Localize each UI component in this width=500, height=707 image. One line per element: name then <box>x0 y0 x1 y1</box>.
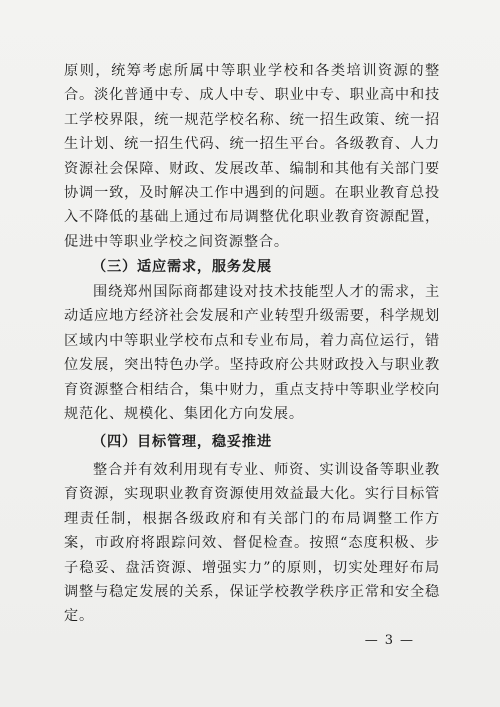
section-heading-3: （三）适应需求，服务发展 <box>92 259 272 275</box>
section-heading-4: （四）目标管理，稳妥推进 <box>92 434 272 450</box>
footer-dash-right: — <box>400 633 414 648</box>
paragraph-section-4: 整合并有效利用现有专业、师资、实训设备等职业教育资源，实现职业教育资源使用效益最大化。实行目标管理责任制，根据各级政府和有关部门的布局调整工作方案，市政府将跟踪问效、督促检查。按照“态度积极、步子稳妥、盘活资源、增强实力”的原则，切实处理好布局调整与稳定发展的关系，保证学校教学秩序正常和安全稳定。 <box>64 462 440 625</box>
footer-dash-left: — <box>364 633 379 648</box>
page-footer <box>0 633 500 648</box>
paragraph-section-3: 围绕郑州国际商都建设对技术技能型人才的需求，主动适应地方经济社会发展和产业转型升级需要，科学规划区域内中等职业学校布点和专业布局，着力高位运行，错位发展，突出特色办学。坚持政府公共财政投入与职业教育资源整合相结合，集中财力，重点支持中等职业学校向规范化、规模化、集团化方向发展。 <box>64 284 440 423</box>
paragraph-continuation: 原则，统筹考虑所属中等职业学校和各类培训资源的整合。淡化普通中专、成人中专、职业中专、职业高中和技工学校界限，统一规范学校名称、统一招生政策、统一招生计划、统一招生代码、统一招生平台。各级教育、人力资源社会保障、财政、发展改革、编制和其他有关部门要协调一致，及时解决工作中遇到的问题。在职业教育总投入不降低的基础上通过布局调整优化职业教育资源配置，促进中等职业学校之间资源整合。 <box>64 63 440 250</box>
page-number: 3 <box>384 633 394 648</box>
